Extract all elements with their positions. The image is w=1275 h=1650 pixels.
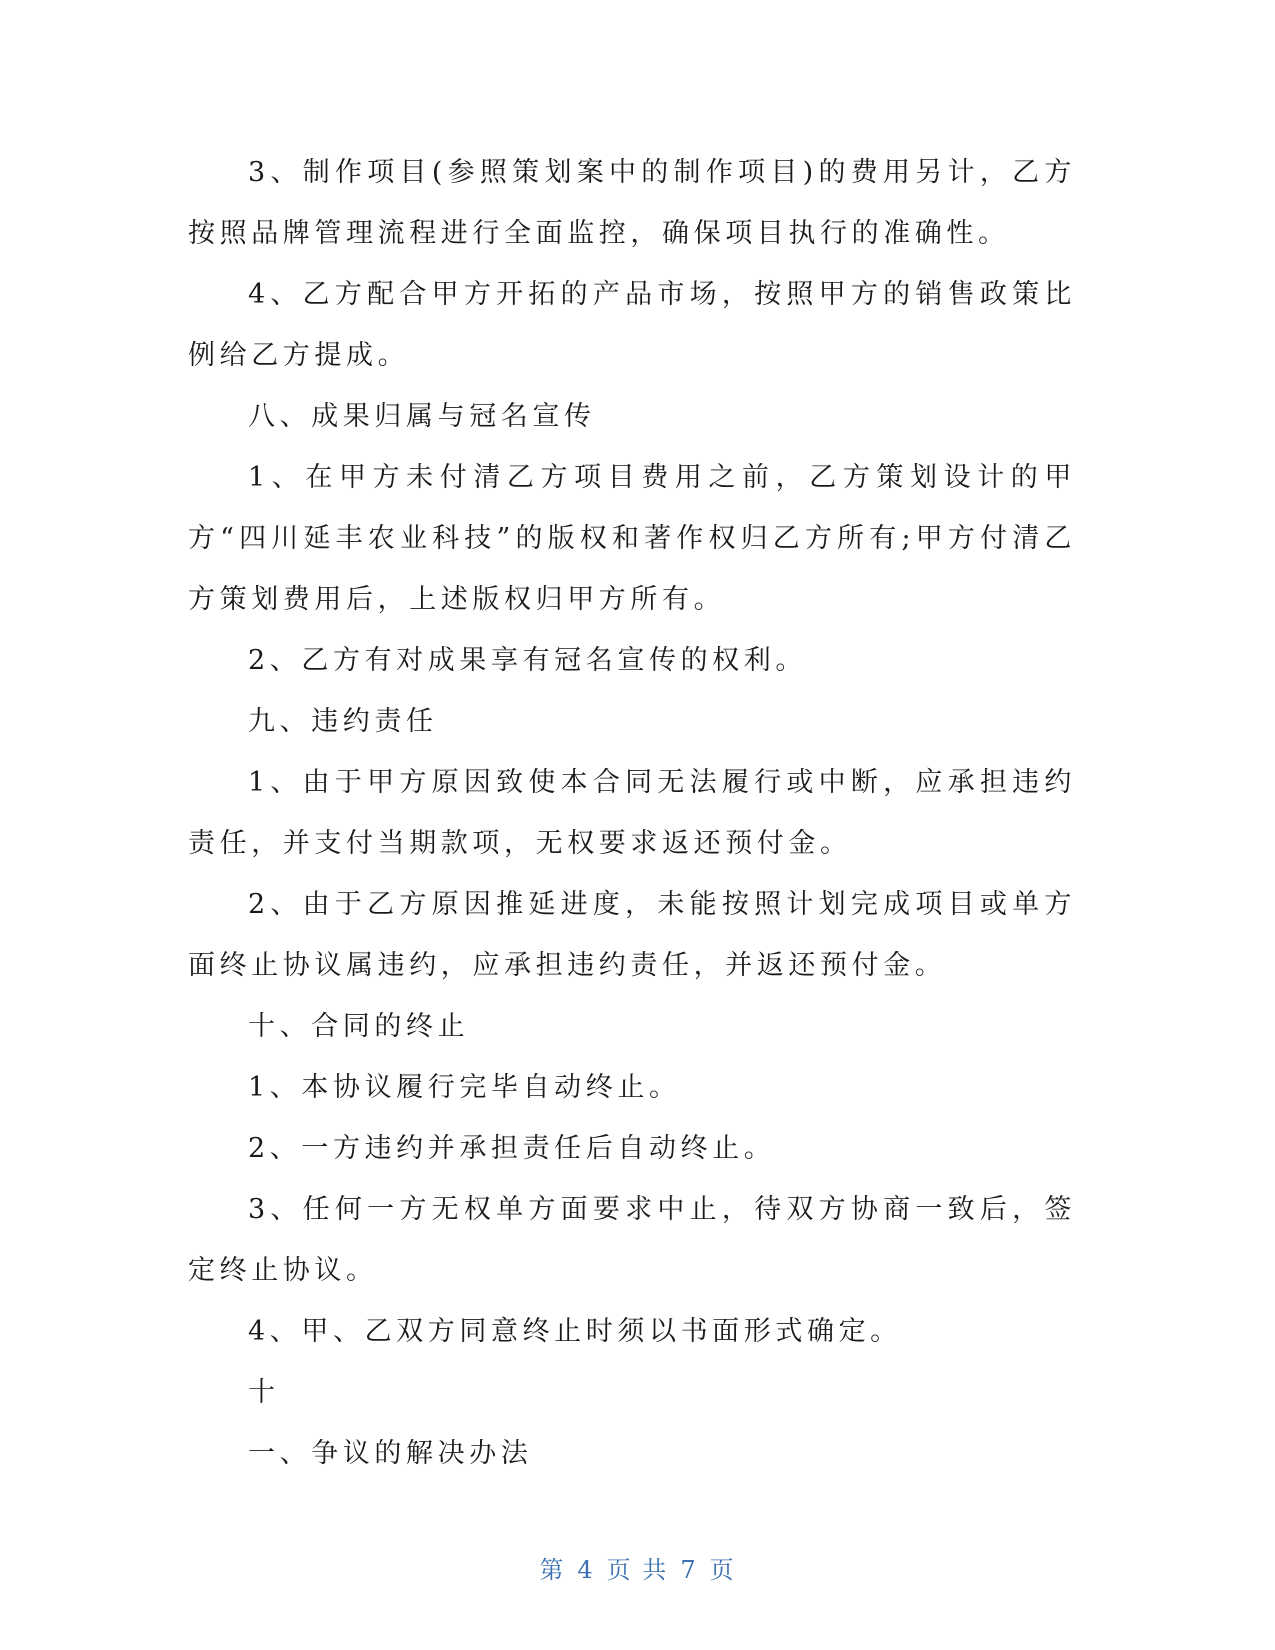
section-heading: 八、成果归属与冠名宣传	[248, 401, 596, 432]
section-heading: 九、违约责任	[248, 706, 438, 737]
paragraph: 4、乙方配合甲方开拓的产品市场，按照甲方的销售政策比例给乙方提成。	[188, 279, 1076, 371]
section-heading: 十	[248, 1377, 280, 1408]
paragraph: 4、甲、乙双方同意终止时须以书面形式确定。	[248, 1316, 902, 1347]
footer-label-of: 页 共	[606, 1556, 669, 1584]
current-page-number: 4	[577, 1556, 595, 1584]
page-footer	[0, 1550, 1275, 1585]
paragraph: 2、一方违约并承担责任后自动终止。	[248, 1133, 776, 1164]
section-heading: 一、争议的解决办法	[248, 1438, 533, 1469]
paragraph: 1、在甲方未付清乙方项目费用之前，乙方策划设计的甲方“四川延丰农业科技”的版权和著作权归乙方所有;甲方付清乙方策划费用后，上述版权归甲方所有。	[188, 462, 1076, 615]
document-body	[188, 142, 1076, 1484]
paragraph: 3、任何一方无权单方面要求中止，待双方协商一致后，签定终止协议。	[188, 1194, 1076, 1286]
paragraph: 3、制作项目(参照策划案中的制作项目)的费用另计，乙方按照品牌管理流程进行全面监控，确保项目执行的准确性。	[188, 157, 1076, 249]
paragraph: 2、由于乙方原因推延进度，未能按照计划完成项目或单方面终止协议属违约，应承担违约责任，并返还预付金。	[188, 889, 1076, 981]
paragraph: 1、由于甲方原因致使本合同无法履行或中断，应承担违约责任，并支付当期款项，无权要求返还预付金。	[188, 767, 1076, 859]
total-pages-number: 7	[680, 1556, 698, 1584]
section-heading: 十、合同的终止	[248, 1011, 470, 1042]
footer-label-page: 第	[539, 1556, 566, 1584]
paragraph: 1、本协议履行完毕自动终止。	[248, 1072, 681, 1103]
paragraph: 2、乙方有对成果享有冠名宣传的权利。	[248, 645, 807, 676]
footer-label-end: 页	[709, 1556, 736, 1584]
